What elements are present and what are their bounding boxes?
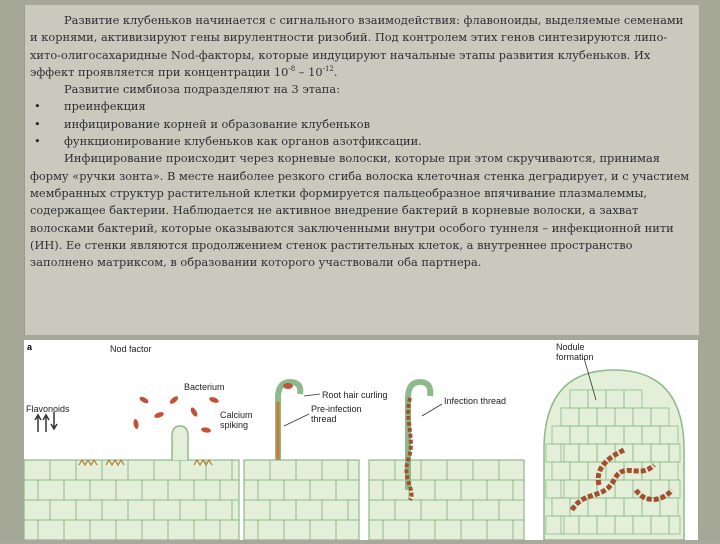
label-flavonoids: Flavonoids (26, 404, 70, 414)
label-bacterium: Bacterium (184, 382, 225, 392)
label-line (422, 404, 442, 416)
bullet-icon: • (34, 134, 41, 149)
label-line (304, 394, 320, 396)
label-pre-infection: Pre-infection (311, 404, 362, 414)
flavonoid-arrows (35, 412, 57, 432)
exponent-2: -12 (322, 65, 334, 74)
label-nodule: Nodule (556, 342, 585, 352)
bullet-item-preinfection (30, 98, 694, 115)
root-tissue (24, 460, 524, 540)
range-dash: – 10 (295, 64, 323, 79)
period: . (333, 64, 338, 79)
paragraph-infection: Инфицирование происходит через корневые волоски, которые при этом скручиваются, принимая форму «ручки зонта». В месте наиболее резкого сгиба волоска клеточная стенка деградирует, и с участием мембранных структур растительной клетки формируется пальцеобразное впячивание плазмалеммы, содержащее бактерии. Наблюдается не активное внедрение бактерий в корневые волоски, а захват волосками бактерий, которые оказываются заключенными внутри особого туннеля – инфекционной нити (ИН). Ее стенки являются продолжением стенок растительных клеток, а внутреннее пространство заполнено матриксом, в образовании которого участвовали оба партнера. (30, 151, 690, 270)
bullet-icon: • (34, 99, 41, 114)
label-nodule-formation: formation (556, 352, 594, 362)
nodulation-diagram (24, 340, 698, 540)
bullet-item-infection (30, 116, 694, 133)
bullet-text: преинфекция (64, 99, 146, 114)
panel-label: a (27, 342, 33, 352)
body-text (30, 12, 694, 271)
paragraph-stages: Развитие симбиоза подразделяют на 3 этапа: (64, 82, 341, 97)
bullet-icon: • (34, 116, 41, 131)
bullet-text: инфицирование корней и образование клубеньков (64, 116, 370, 131)
bullet-item-functioning (30, 133, 694, 150)
root-hair-1 (172, 426, 188, 460)
trapped-bacterium (283, 383, 293, 389)
label-root-hair-curling: Root hair curling (322, 390, 388, 400)
exponent-1: -8 (288, 65, 296, 74)
curled-root-hair (278, 382, 300, 460)
p1-text: Развитие клубеньков начинается с сигнального взаимодействия: флавоноиды, выделяемые семенами и корнями, активизируют гены вирулентности ризобий. Под контролем этих генов синтезируются липо-хито-олигосахаридные Nod-факторы, которые индуцируют начальные этапы развития клубеньков. Их эффект проявляется при концентрации 10 (30, 13, 684, 79)
label-calcium: Calcium (220, 410, 253, 420)
label-spiking: spiking (220, 420, 249, 430)
label-pre-infection-thread: thread (311, 414, 337, 424)
label-nod-factor: Nod factor (110, 344, 152, 354)
label-line (284, 414, 309, 426)
nodulation-figure (24, 340, 698, 540)
bullet-text: функционирование клубеньков как органов азотфиксации. (64, 134, 422, 149)
label-infection-thread: Infection thread (444, 396, 507, 406)
paragraph-nodule-development (30, 12, 694, 81)
